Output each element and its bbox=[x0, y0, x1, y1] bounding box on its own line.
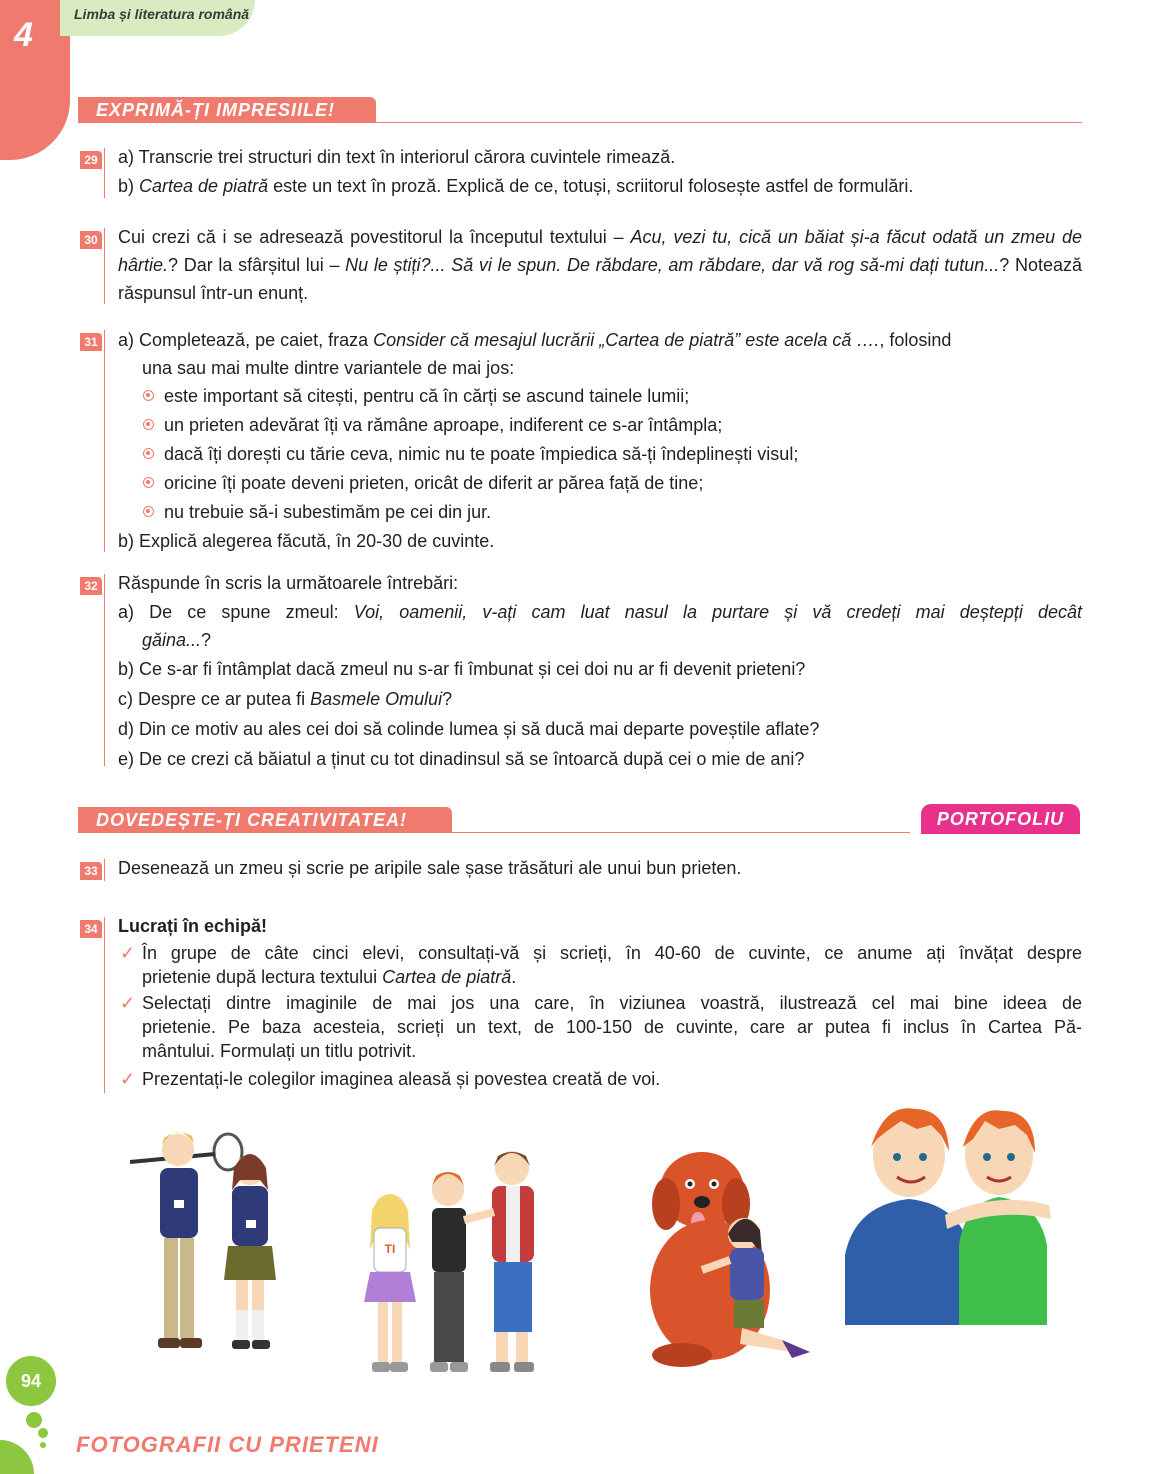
option-item: nu trebuie să-i subestimăm pe cei din jur. bbox=[164, 502, 492, 522]
exercise-number: 34 bbox=[80, 920, 102, 938]
ex29-b: b) Cartea de piatră este un text în proză. Explică de ce, totuși, scriitorul folosește astfel de formulări. bbox=[118, 176, 914, 196]
illustration-teens-tennis bbox=[120, 1110, 310, 1400]
ex34-item2-line1: Selectați dintre imaginile de mai jos una care, în viziunea voastră, ilustrează cel mai bine ideea de bbox=[142, 993, 1082, 1013]
exercise-number: 33 bbox=[80, 862, 102, 880]
section-divider bbox=[376, 122, 1082, 123]
ex32-a: a) De ce spune zmeul: Voi, oamenii, v-ați cam luat nasul la purtare și vă credeți mai deștepți decât bbox=[118, 602, 1083, 622]
ex34-item3: Prezentați-le colegilor imaginea aleasă și povestea creată de voi. bbox=[142, 1069, 661, 1089]
ex34-item2-line2: prietenie. Pe baza acesteia, scrieți un text, de 100-150 de cuvinte, care ar putea fi inclus în Cartea Pă- bbox=[142, 1017, 1082, 1037]
exercise-rule bbox=[104, 228, 105, 304]
bullet-icon bbox=[143, 477, 154, 488]
illustration-three-friends bbox=[360, 1140, 560, 1385]
exercise-number: 31 bbox=[80, 333, 102, 351]
ex34-item1-line2: prietenie după lectura textului Cartea de piatră. bbox=[142, 967, 517, 987]
bullet-icon bbox=[143, 448, 154, 459]
corner-decor bbox=[0, 1440, 34, 1474]
ex33-text: Desenează un zmeu și scrie pe aripile sale șase trăsături ale unui bun prieten. bbox=[118, 858, 742, 878]
exercise-rule bbox=[104, 148, 105, 198]
ex30-text: Cui crezi că i se adresează povestitorul la începutul textului – Acu, vezi tu, cică un băiat și-a făcut odată un zmeu de hârtie.? Dar la sfârșitul lui – Nu le știți?... Să vi le spun. De răbdare, am răbdare, dar vă rog să-mi dați tutun...? Notează răspunsul într-un enunț. bbox=[118, 227, 1082, 303]
exercise-rule bbox=[104, 330, 105, 552]
check-icon: ✓ bbox=[120, 943, 136, 963]
chapter-number: 4 bbox=[14, 16, 33, 54]
check-icon: ✓ bbox=[120, 993, 136, 1013]
ex29-a: a) Transcrie trei structuri din text în interiorul cărora cuvintele rimează. bbox=[118, 147, 676, 167]
illustration-two-boys bbox=[835, 1095, 1067, 1365]
section-divider bbox=[452, 832, 910, 833]
ex34-title: Lucrați în echipă! bbox=[118, 916, 268, 936]
illustration-girl-with-dog bbox=[632, 1130, 832, 1380]
ex32-b: b) Ce s-ar fi întâmplat dacă zmeul nu s-ar fi îmbunat și cei doi nu ar fi devenit prieteni? bbox=[118, 659, 806, 679]
bullet-icon bbox=[143, 419, 154, 430]
bullet-icon bbox=[143, 390, 154, 401]
decor-dot bbox=[38, 1428, 48, 1438]
page-number: 94 bbox=[6, 1356, 56, 1406]
ex32-d: d) Din ce motiv au ales cei doi să colinde lumea și să ducă mai departe poveștile aflate? bbox=[118, 719, 820, 739]
section-title-creativity: DOVEDEȘTE-ȚI CREATIVITATEA! bbox=[78, 807, 452, 833]
ex32-intro: Răspunde în scris la următoarele întrebări: bbox=[118, 573, 459, 593]
option-item: dacă îți dorești cu tărie ceva, nimic nu te poate împiedica să-ți îndeplinești visul; bbox=[164, 444, 799, 464]
portfolio-badge: PORTOFOLIU bbox=[921, 804, 1080, 834]
exercise-rule bbox=[104, 859, 105, 881]
ex32-c: c) Despre ce ar putea fi Basmele Omului? bbox=[118, 689, 453, 709]
exercise-number: 30 bbox=[80, 231, 102, 249]
decor-dot bbox=[40, 1442, 46, 1448]
ex31-b: b) Explică alegerea făcută, în 20-30 de cuvinte. bbox=[118, 531, 495, 551]
ex34-item2-line3: mântului. Formulați un titlu potrivit. bbox=[142, 1041, 417, 1061]
exercise-rule bbox=[104, 917, 105, 1093]
ex31-a: a) Completează, pe caiet, fraza Consider că mesajul lucrării „Cartea de piatră” este acela că …., folosind bbox=[118, 330, 952, 350]
ex32-a-line2: găina...? bbox=[142, 630, 212, 650]
exercise-rule bbox=[104, 574, 105, 766]
option-item: este important să citești, pentru că în cărți se ascund tainele lumii; bbox=[164, 386, 690, 406]
ex34-item1-line1: În grupe de câte cinci elevi, consultați-vă și scrieți, în 40-60 de cuvinte, ce anume ați învățat despre bbox=[142, 943, 1082, 963]
footer-title: FOTOGRAFII CU PRIETENI bbox=[76, 1432, 379, 1457]
shirt-text: TI bbox=[384, 1242, 396, 1256]
subject-label: Limba și literatura română bbox=[74, 6, 250, 22]
option-item: oricine îți poate deveni prieten, oricât de diferit ar părea față de tine; bbox=[164, 473, 704, 493]
decor-dot bbox=[26, 1412, 42, 1428]
bullet-icon bbox=[143, 506, 154, 517]
option-item: un prieten adevărat îți va rămâne aproape, indiferent ce s-ar întâmpla; bbox=[164, 415, 723, 435]
ex31-a-line2: una sau mai multe dintre variantele de mai jos: bbox=[142, 358, 515, 378]
exercise-number: 29 bbox=[80, 151, 102, 169]
exercise-number: 32 bbox=[80, 577, 102, 595]
check-icon: ✓ bbox=[120, 1069, 136, 1089]
section-title-impressions: EXPRIMĂ-ȚI IMPRESIILE! bbox=[78, 97, 376, 123]
ex32-e: e) De ce crezi că băiatul a ținut cu tot dinadinsul să se întoarcă după cei o mie de ani? bbox=[118, 749, 805, 769]
